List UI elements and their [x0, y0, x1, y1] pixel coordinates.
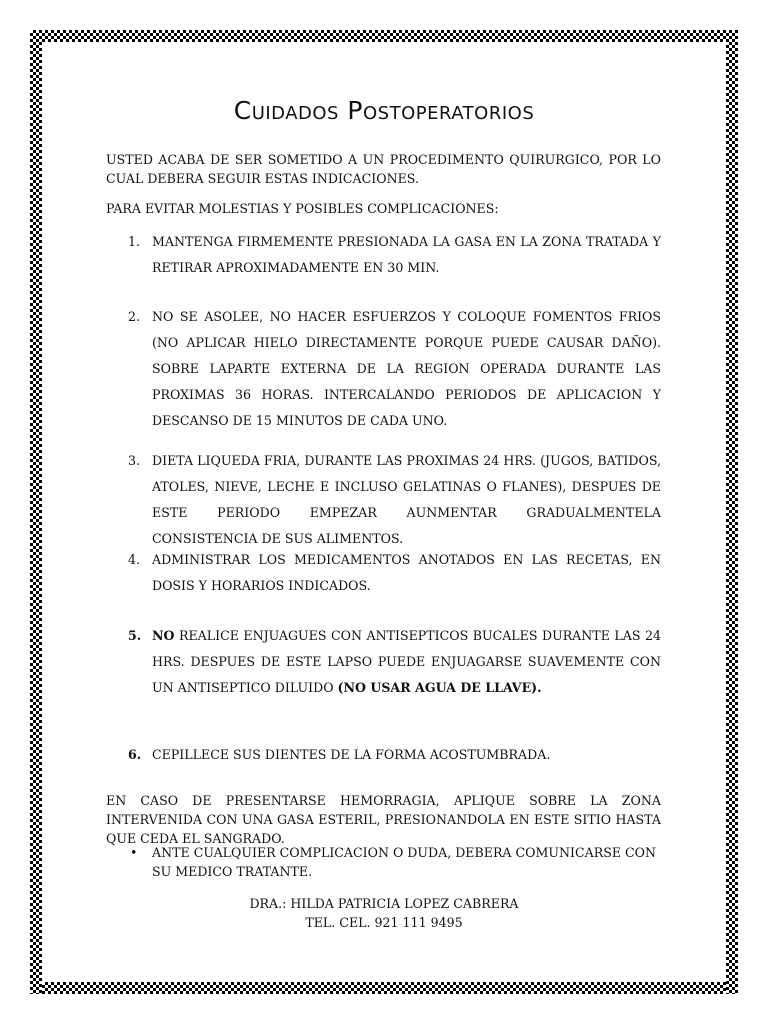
bullet-text: ANTE CUALQUIER COMPLICACION O DUDA, DEBERA COMUNICARSE CON SU MEDICO TRATANTE. — [152, 845, 657, 879]
item-text: CEPILLECE SUS DIENTES DE LA FORMA ACOSTUMBRADA. — [152, 747, 551, 762]
hemorrhage-paragraph — [106, 791, 661, 848]
list-item-5 — [106, 623, 661, 701]
lead-text: PARA EVITAR MOLESTIAS Y POSIBLES COMPLICACIONES: — [106, 201, 499, 216]
item-number: 6. — [128, 747, 142, 762]
page-title: Cuidados Postoperatorios — [233, 96, 535, 125]
doctor-phone: TEL. CEL. 921 111 9495 — [305, 915, 463, 930]
border-bottom — [30, 982, 738, 994]
doctor-name: DRA.: HILDA PATRICIA LOPEZ CABRERA — [249, 896, 519, 911]
bullet-dot: • — [130, 845, 138, 860]
list-item-2 — [106, 304, 661, 434]
hemorrhage-text: EN CASO DE PRESENTARSE HEMORRAGIA, APLIQUE SOBRE LA ZONA INTERVENIDA CON UNA GASA ESTERIL, PRESIONANDOLA EN ESTE SITIO HASTA QUE CEDA EL SANGRADO. — [106, 793, 661, 846]
lead-paragraph — [106, 199, 661, 218]
list-item-6 — [106, 742, 661, 768]
item-number: 5. — [128, 628, 142, 643]
item-text: NO SE ASOLEE, NO HACER ESFUERZOS Y COLOQUE FOMENTOS FRIOS (NO APLICAR HIELO DIRECTAMENTE PORQUE PUEDE CAUSAR DAÑO). SOBRE LAPARTE EXTERNA DE LA REGION OPERADA DURANTE LAS PROXIMAS 36 HORAS. INTERCALANDO PERIODOS DE APLICACION Y DESCANSO DE 15 MINUTOS DE CADA UNO. — [152, 309, 661, 428]
item-number: 3. — [128, 453, 141, 468]
item-number: 2. — [128, 309, 141, 324]
list-item-3 — [106, 448, 661, 552]
item-body: REALICE ENJUAGUES CON ANTISEPTICOS BUCALES DURANTE LAS 24 HRS. DESPUES DE ESTE LAPSO PUEDE ENJUAGARSE SUAVEMENTE CON UN ANTISEPTICO DILUIDO — [152, 628, 661, 695]
item-number: 1. — [128, 234, 141, 249]
list-item-4 — [106, 547, 661, 599]
bullet-item — [106, 843, 661, 881]
border-right — [726, 30, 738, 994]
intro-text: USTED ACABA DE SER SOMETIDO A UN PROCEDIMENTO QUIRURGICO, POR LO CUAL DEBERA SEGUIR ESTAS INDICACIONES. — [106, 152, 661, 186]
item-bold-lead: NO — [152, 628, 175, 643]
item-bold-tail: (NO USAR AGUA DE LLAVE). — [337, 680, 542, 695]
intro-paragraph — [106, 150, 661, 188]
item-text: DIETA LIQUEDA FRIA, DURANTE LAS PROXIMAS 24 HRS. (JUGOS, BATIDOS, ATOLES, NIEVE, LECHE E INCLUSO GELATINAS O FLANES), DESPUES DE ESTE PERIODO EMPEZAR AUNMENTAR GRADUALMENTELA CONSISTENCIA DE SUS ALIMENTOS. — [152, 453, 661, 546]
item-number: 4. — [128, 552, 141, 567]
item-text — [152, 623, 661, 701]
border-top — [30, 30, 738, 42]
list-item-1 — [106, 229, 661, 281]
border-left — [30, 30, 42, 994]
item-text: MANTENGA FIRMEMENTE PRESIONADA LA GASA EN LA ZONA TRATADA Y RETIRAR APROXIMADAMENTE EN 30 MIN. — [152, 234, 661, 275]
item-text: ADMINISTRAR LOS MEDICAMENTOS ANOTADOS EN LAS RECETAS, EN DOSIS Y HORARIOS INDICADOS. — [152, 552, 661, 593]
